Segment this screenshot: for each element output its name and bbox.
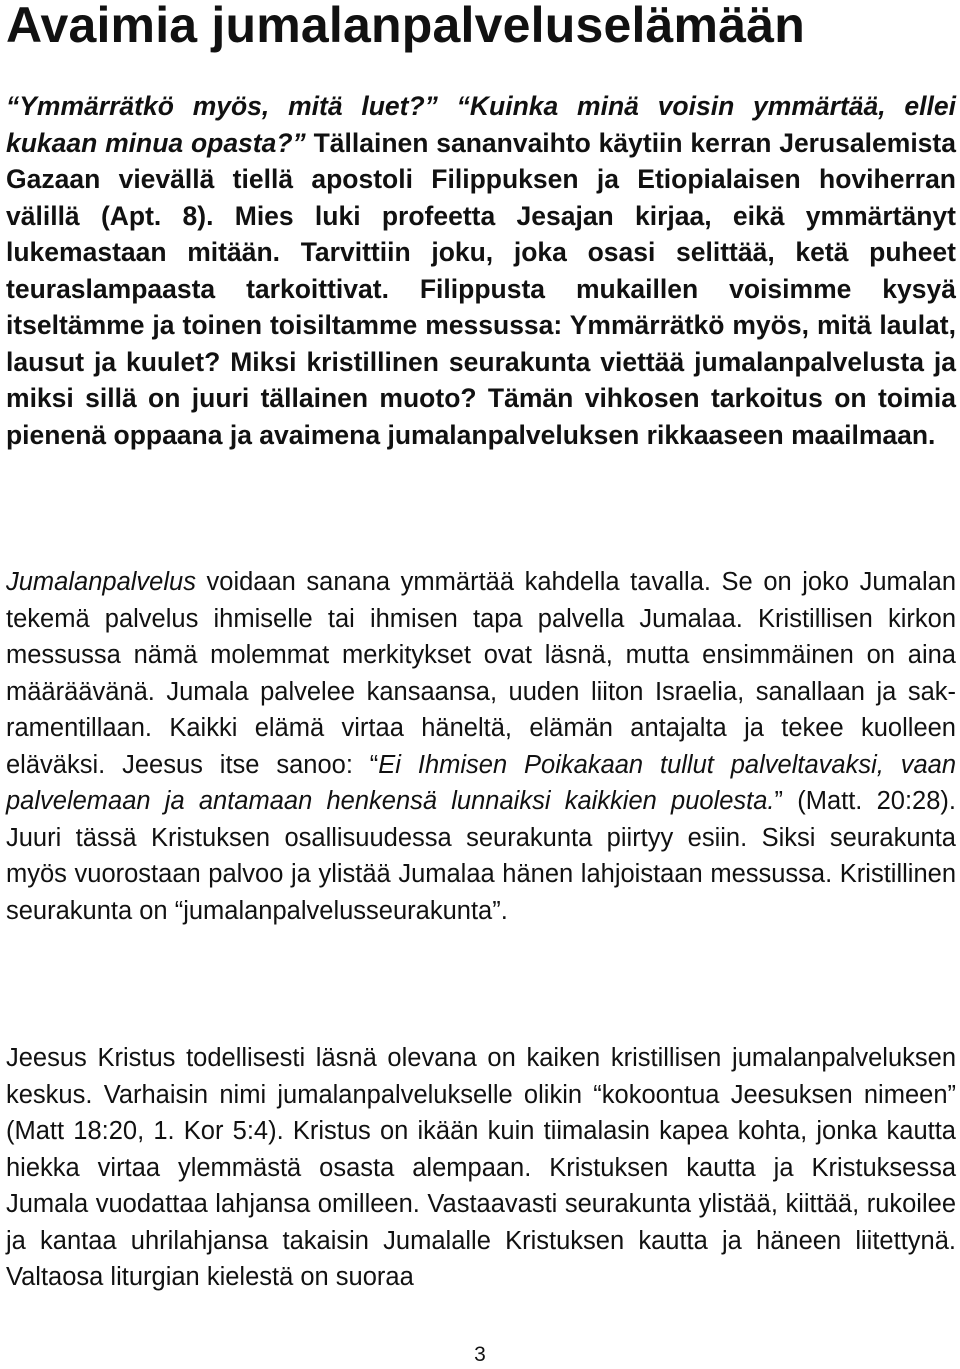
paragraph-2-text-b: ” (Matt. 20:28). Juuri tässä Kristuksen osallisuudessa seurakunta piirtyy esiin. Siksi seurakunta myös vuorostaan palvoo ja ylistää Jumalaa hänen lahjoistaan messussa. Kristillinen seurakunta on “jumalanpalvelusseurakunta”.	[6, 787, 956, 925]
intro-paragraph	[6, 88, 956, 453]
intro-quote: “Ymmärrätkö myös, mitä luet?” “Kuinka minä voisin ymmärtää, ellei kukaan minua opasta?”	[6, 91, 956, 158]
page-number: 3	[474, 1343, 486, 1366]
paragraph-3-text: Jeesus Kristus todellisesti läsnä olevana on kaiken kristillisen jumalanpalveluksen keskus. Varhaisin nimi jumalanpalvelukselle olikin “kokoontua Jeesuksen nimeen” (Matt 18:20, 1. Kor 5:4). Kristus on ikään kuin tiimalasin kapea kohta, jonka kautta hiekka virtaa ylemmästä osasta alempaan. Kristuksen kautta ja Kristuksessa Jumala vuodattaa lahjansa omilleen. Vastaavasti seurakunta ylistää, kiittää, rukoilee ja kantaa uhrilahjansa takaisin Jumalalle Kristuksen kautta ja häneen liitettynä. Valtaosa liturgian kielestä on suoraa	[6, 1044, 956, 1291]
body-paragraph-2	[6, 564, 956, 929]
paragraph-2-text-a: voidaan sanana ymmärtää kahdella tavalla. Se on joko Jumalan tekemä palvelus ihmiselle tai ihmisen tapa palvella Jumalaa. Kristillisen kirkon messussa nämä molemmat merkitykset ovat läsnä, mutta ensimmäinen on aina määräävänä. Jumala palvelee kansaansa, uuden liiton Israelia, sanallaan ja sak-ramentillaan. Kaikki elämä virtaa häneltä, elämän antajalta ja tekee kuolleen eläväksi. Jeesus itse sanoo: “	[6, 568, 956, 779]
intro-text: Tällainen sananvaihto käytiin kerran Jerusalemista Gazaan vievällä tiellä apostoli Filippuksen ja Etiopialaisen hoviherran välillä (Apt. 8). Mies luki profeetta Jesajan kirjaa, eikä ymmärtänyt lukemastaan mitään. Tarvittiin joku, joka osasi selittää, ketä puheet teuraslampaasta tarkoittivat. Filippusta mukaillen voisimme kysyä itseltämme ja toinen toisiltamme messussa: Ymmärrätkö myös, mitä laulat, lausut ja kuulet? Miksi kristillinen seurakunta viettää jumalanpalvelusta ja miksi sillä on juuri tällainen muoto? Tämän vihkosen tarkoitus on toimia pienenä oppaana ja avaimena jumalanpalveluksen rikkaaseen maailmaan.	[6, 127, 956, 450]
page-title: Avaimia jumalanpalveluselämään	[6, 0, 805, 53]
body-paragraph-3	[6, 1040, 956, 1296]
term-jumalanpalvelus: Jumalanpalvelus	[6, 568, 196, 596]
scripture-quote: Ei Ihmisen Poikakaan tullut palveltavaksi, vaan palvelemaan ja antamaan henkensä lunnaiksi kaikkien puolesta.	[6, 750, 957, 815]
